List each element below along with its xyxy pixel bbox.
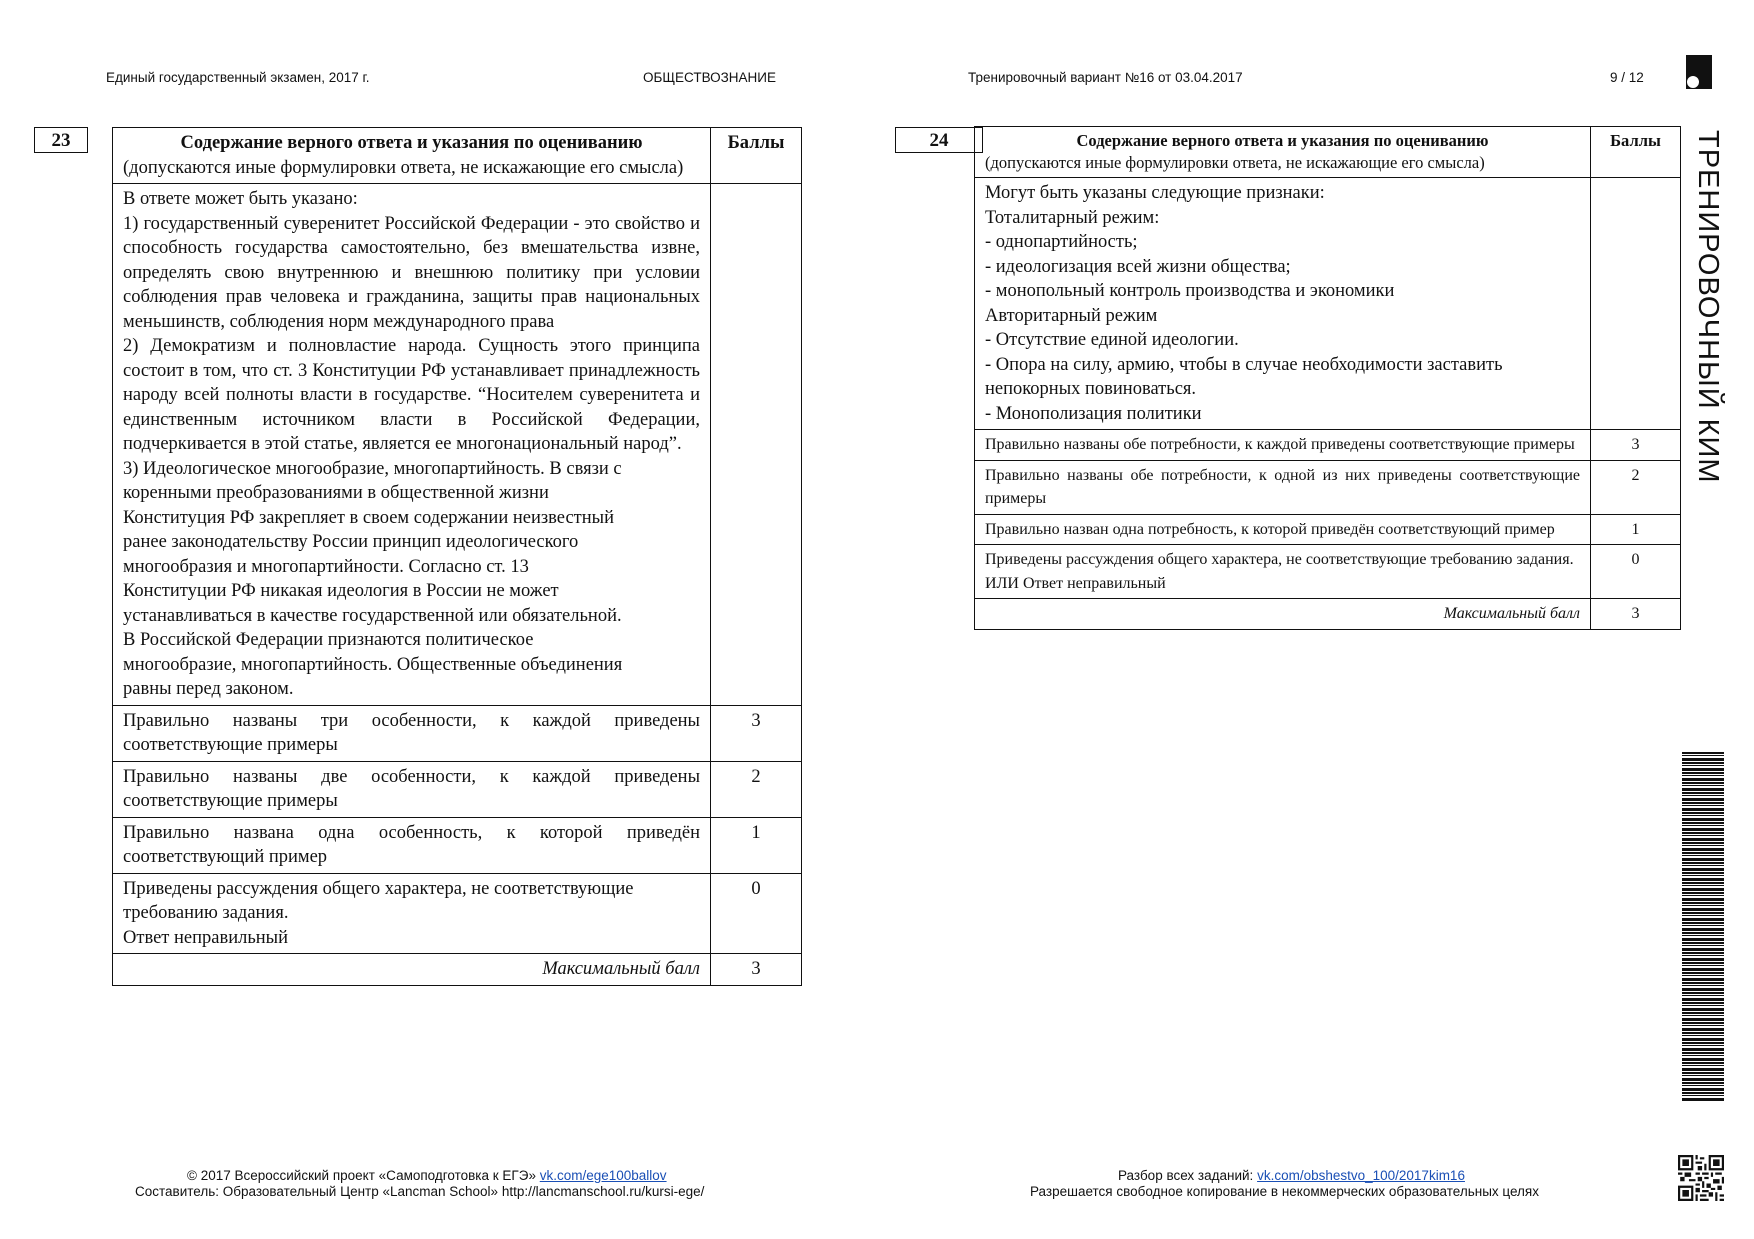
header-cell bbox=[113, 128, 711, 184]
content-line: В Российской Федерации признаются политическое bbox=[123, 630, 534, 650]
table-header-row bbox=[113, 128, 802, 184]
max-score-label: Максимальный балл bbox=[975, 599, 1591, 630]
content-line: - Монополизация политики bbox=[985, 403, 1202, 424]
content-line: - Отсутствие единой идеологии. bbox=[985, 330, 1239, 350]
header-score: Баллы bbox=[1591, 127, 1681, 178]
criterion-row bbox=[975, 430, 1681, 461]
criterion-row bbox=[975, 545, 1681, 599]
footer-analysis bbox=[1118, 1168, 1465, 1184]
task-number-23: 23 bbox=[34, 127, 88, 153]
table-header-row bbox=[975, 127, 1681, 178]
content-line: Конституции РФ никакая идеология в России не может bbox=[123, 581, 559, 601]
criterion-text: Правильно названы обе потребности, к одной из них приведены соответствующие примеры bbox=[975, 460, 1591, 514]
footer-license: Разрешается свободное копирование в некоммерческих образовательных целях bbox=[1030, 1184, 1539, 1199]
criterion-score: 0 bbox=[1591, 545, 1681, 599]
task-number-24: 24 bbox=[895, 127, 983, 153]
criterion-row bbox=[113, 761, 802, 817]
content-row bbox=[113, 184, 802, 706]
variant-title: Тренировочный вариант №16 от 03.04.2017 bbox=[968, 70, 1243, 85]
content-line: В ответе может быть указано: bbox=[123, 189, 358, 209]
criterion-score: 0 bbox=[711, 873, 802, 954]
criterion-text: Правильно названы три особенности, к каждой приведены соответствующие примеры bbox=[113, 705, 711, 761]
criterion-row bbox=[975, 514, 1681, 545]
content-line: Тоталитарный режим: bbox=[985, 207, 1160, 228]
subject-title: ОБЩЕСТВОЗНАНИЕ bbox=[643, 70, 776, 85]
criterion-score: 1 bbox=[711, 817, 802, 873]
criterion-score: 1 bbox=[1591, 514, 1681, 545]
header-score: Баллы bbox=[711, 128, 802, 184]
footer-analysis-label: Разбор всех заданий: bbox=[1118, 1168, 1254, 1183]
max-score-row bbox=[975, 599, 1681, 630]
content-paragraph: 2) Демократизм и полновластие народа. Сущность этого принципа состоит в том, что ст. 3 Конституции РФ устанавливает принадлежность народу всей полноты власти в государстве. “Носителем суверенитета и единственным источником власти в Российской Федерации, подчеркивается в этой статье, является ее многонациональный народ”. bbox=[123, 336, 700, 454]
content-line: Конституция РФ закрепляет в своем содержании неизвестный bbox=[123, 507, 614, 528]
header-note: (допускаются иные формулировки ответа, не искажающие его смысла) bbox=[123, 157, 684, 178]
max-score-value: 3 bbox=[711, 954, 802, 986]
task-23-table bbox=[112, 127, 802, 986]
criterion-text: Правильно названы обе потребности, к каждой приведены соответствующие примеры bbox=[975, 430, 1591, 461]
max-score-row bbox=[113, 954, 802, 986]
footer-author: Составитель: Образовательный Центр «Lancman School» http://lancmanschool.ru/kursi-ege/ bbox=[135, 1184, 705, 1199]
content-line: - идеологизация всей жизни общества; bbox=[985, 256, 1291, 277]
content-line: - монопольный контроль производства и экономики bbox=[985, 281, 1395, 301]
max-score-label: Максимальный балл bbox=[113, 954, 711, 986]
criterion-text-extra: ИЛИ Ответ неправильный bbox=[985, 574, 1166, 592]
content-line: - однопартийность; bbox=[985, 232, 1138, 252]
footer-copyright bbox=[187, 1168, 667, 1184]
footer-copyright-link[interactable]: vk.com/ege100ballov bbox=[539, 1168, 667, 1183]
content-line: - Опора на силу, армию, чтобы в случае необходимости заставить непокорных повиноваться. bbox=[985, 354, 1503, 399]
content-line: многообразия и многопартийности. Согласно ст. 13 bbox=[123, 556, 529, 577]
footer-copyright-text: © 2017 Всероссийский проект «Самоподготовка к ЕГЭ» bbox=[187, 1168, 536, 1183]
footer-analysis-link[interactable]: vk.com/obshestvo_100/2017kim16 bbox=[1257, 1168, 1465, 1183]
criterion-score: 3 bbox=[1591, 430, 1681, 461]
criterion-text: Правильно названы две особенности, к каждой приведены соответствующие примеры bbox=[113, 761, 711, 817]
side-label bbox=[1690, 130, 1724, 530]
criterion-row bbox=[975, 460, 1681, 514]
header-note: (допускаются иные формулировки ответа, не искажающие его смысла) bbox=[985, 153, 1485, 172]
header-title: Содержание верного ответа и указания по оцениванию bbox=[180, 133, 643, 153]
content-score-cell bbox=[1591, 178, 1681, 430]
content-line: устанавливаться в качестве государственной или обязательной. bbox=[123, 605, 622, 626]
criterion-cell bbox=[975, 545, 1591, 599]
criterion-text: Приведены рассуждения общего характера, не соответствующие требованию задания. bbox=[985, 551, 1574, 568]
content-score-cell bbox=[711, 184, 802, 706]
header-title: Содержание верного ответа и указания по оцениванию bbox=[1076, 131, 1489, 150]
header-cell bbox=[975, 127, 1591, 178]
criterion-row bbox=[113, 873, 802, 954]
page-number: 9 / 12 bbox=[1610, 70, 1644, 85]
content-line: Авторитарный режим bbox=[985, 305, 1158, 326]
criterion-text: Правильно названа одна особенность, к которой приведён соответствующий пример bbox=[113, 817, 711, 873]
content-paragraph: 1) государственный суверенитет Российской Федерации - это свойство и способность государства самостоятельно, без вмешательства извне, определять свою внутреннюю и внешнюю политику при условии соблюдения прав человека и гражданина, защиты прав национальных меньшинств, соблюдения норм международного права bbox=[123, 213, 700, 332]
criterion-text: Приведены рассуждения общего характера, не соответствующие требованию задания. bbox=[123, 878, 634, 923]
barcode bbox=[1682, 752, 1724, 1101]
content-line: Могут быть указаны следующие признаки: bbox=[985, 183, 1325, 203]
content-line: ранее законодательству России принцип идеологического bbox=[123, 532, 579, 552]
content-line: коренными преобразованиями в общественной жизни bbox=[123, 483, 549, 503]
content-cell bbox=[975, 178, 1591, 430]
criterion-score: 2 bbox=[711, 761, 802, 817]
criterion-row bbox=[113, 817, 802, 873]
content-line: многообразие, многопартийность. Общественные объединения bbox=[123, 654, 623, 675]
max-score-value: 3 bbox=[1591, 599, 1681, 630]
qr-code-icon bbox=[1678, 1155, 1724, 1201]
side-label-text: ТРЕНИРОВОЧНЫЙ КИМ bbox=[1692, 130, 1724, 484]
content-line: равны перед законом. bbox=[123, 679, 294, 699]
content-cell bbox=[113, 184, 711, 706]
criterion-cell bbox=[113, 873, 711, 954]
criterion-text: Правильно назван одна потребность, к которой приведён соответствующий пример bbox=[975, 514, 1591, 545]
content-row bbox=[975, 178, 1681, 430]
exam-title: Единый государственный экзамен, 2017 г. bbox=[106, 70, 370, 85]
criterion-row bbox=[113, 705, 802, 761]
task-24-table bbox=[974, 126, 1681, 630]
criterion-score: 2 bbox=[1591, 460, 1681, 514]
corner-marker-dot bbox=[1687, 76, 1699, 88]
criterion-score: 3 bbox=[711, 705, 802, 761]
content-line: 3) Идеологическое многообразие, многопартийность. В связи с bbox=[123, 458, 622, 479]
criterion-text-extra: Ответ неправильный bbox=[123, 927, 289, 948]
